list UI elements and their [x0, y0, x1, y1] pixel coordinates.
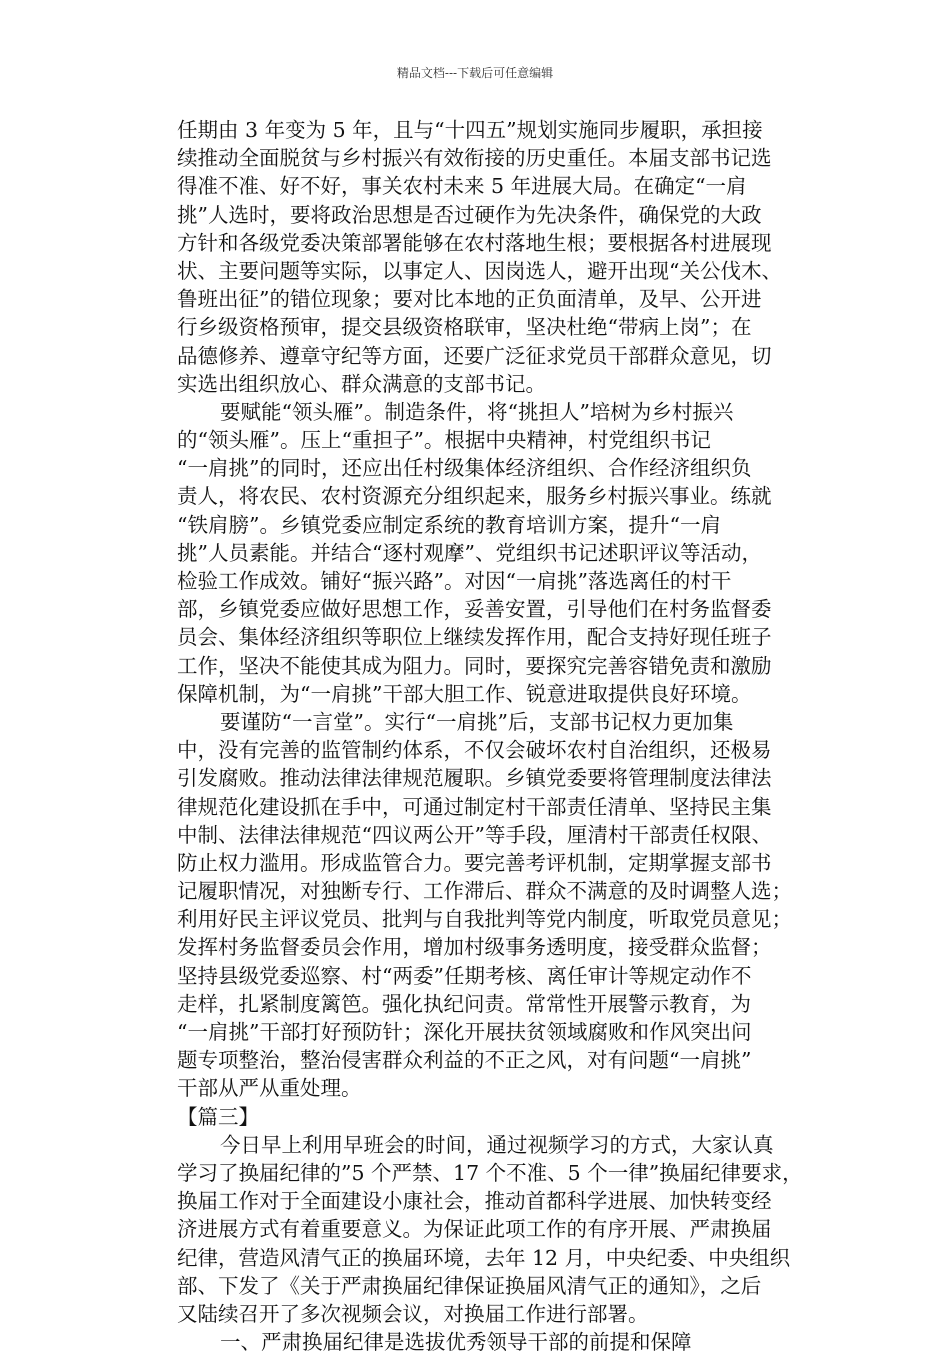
- page-header: 精品文档---下载后可任意编辑: [396, 66, 554, 80]
- text-line: 发挥村务监督委员会作用，增加村级事务透明度，接受群众监督；: [177, 935, 772, 960]
- text-line: 要谨防“一言堂”。实行“一肩挑”后，支部书记权力更加集: [220, 709, 734, 734]
- text-line: 防止权力滥用。形成监管合力。要完善考评机制，定期掌握支部书: [177, 850, 772, 875]
- text-line: 引发腐败。推动法律法律规范履职。乡镇党委要将管理制度法律法: [177, 766, 772, 791]
- text-line: 责人，将农民、农村资源充分组织起来，服务乡村振兴事业。练就: [177, 484, 772, 509]
- text-line: 【篇三】: [177, 1104, 259, 1129]
- text-line: 状、主要问题等实际，以事定人、因岗选人，避开出现“关公伐木、: [177, 258, 782, 283]
- text-line: 利用好民主评议党员、批判与自我批判等党内制度，听取党员意见；: [177, 907, 792, 932]
- text-line: 员会、集体经济组织等职位上继续发挥作用，配合支持好现任班子: [177, 625, 772, 650]
- text-line: 换届工作对于全面建设小康社会，推动首都科学进展、加快转变经: [177, 1189, 772, 1214]
- text-line: 要赋能“领头雁”。制造条件，将“挑担人”培树为乡村振兴: [220, 399, 734, 424]
- text-line: “一肩挑”的同时，还应出任村级集体经济组织、合作经济组织负: [177, 456, 752, 481]
- text-line: 的“领头雁”。压上“重担子”。根据中央精神，村党组织书记: [177, 428, 711, 453]
- text-line: 品德修养、遵章守纪等方面，还要广泛征求党员干部群众意见，切: [177, 343, 772, 368]
- text-line: 得准不准、好不好，事关农村未来 5 年进展大局。在确定“一肩: [177, 174, 747, 199]
- text-line: 保障机制，为“一肩挑”干部大胆工作、锐意进取提供良好环境。: [177, 681, 752, 706]
- text-line: 纪律，营造风清气正的换届环境，去年 12 月，中央纪委、中央组织: [177, 1245, 791, 1270]
- text-line: 鲁班出征”的错位现象；要对比本地的正负面清单，及早、公开进: [177, 287, 762, 312]
- text-line: 律规范化建设抓在手中，可通过制定村干部责任清单、坚持民主集: [177, 794, 772, 819]
- text-line: 今日早上利用早班会的时间，通过视频学习的方式，大家认真: [220, 1132, 774, 1157]
- text-line: 中，没有完善的监管制约体系，不仅会破坏农村自治组织，还极易: [177, 738, 772, 763]
- text-line: 方针和各级党委决策部署能够在农村落地生根；要根据各村进展现: [177, 230, 772, 255]
- text-line: 挑”人选时，要将政治思想是否过硬作为先决条件，确保党的大政: [177, 202, 762, 227]
- text-line: 记履职情况，对独断专行、工作滞后、群众不满意的及时调整人选；: [177, 879, 792, 904]
- text-line: 续推动全面脱贫与乡村振兴有效衔接的历史重任。本届支部书记选: [177, 146, 772, 171]
- text-line: 挑”人员素能。并结合“逐村观摩”、党组织书记述职评议等活动，: [177, 540, 762, 565]
- text-line: 又陆续召开了多次视频会议，对换届工作进行部署。: [177, 1301, 649, 1326]
- text-line: 一、严肃换届纪律是选拔优秀领导干部的前提和保障: [220, 1330, 692, 1355]
- text-line: 实选出组织放心、群众满意的支部书记。: [177, 371, 546, 396]
- text-line: “铁肩膀”。乡镇党委应制定系统的教育培训方案，提升“一肩: [177, 512, 721, 537]
- text-line: 学习了换届纪律的”5 个严禁、17 个不准、5 个一律”换届纪律要求，: [177, 1160, 803, 1185]
- text-line: 部、下发了《关于严肃换届纪律保证换届风清气正的通知》，之后: [177, 1273, 762, 1298]
- text-line: “一肩挑”干部打好预防针；深化开展扶贫领域腐败和作风突出问: [177, 1020, 752, 1044]
- text-line: 干部从严从重处理。: [177, 1076, 362, 1101]
- text-line: 题专项整治，整治侵害群众利益的不正之风，对有问题“一肩挑”: [177, 1048, 752, 1073]
- text-line: 检验工作成效。铺好“振兴路”。对因“一肩挑”落选离任的村干: [177, 569, 732, 593]
- text-line: 中制、法律法律规范“四议两公开”等手段，厘清村干部责任权限、: [177, 822, 772, 847]
- text-line: 部，乡镇党委应做好思想工作，妥善安置，引导他们在村务监督委: [177, 597, 772, 622]
- text-line: 坚持县级党委巡察、村“两委”任期考核、离任审计等规定动作不: [177, 963, 752, 988]
- text-line: 工作，坚决不能使其成为阻力。同时，要探究完善容错免责和激励: [177, 653, 772, 678]
- document-body: [177, 116, 827, 1356]
- text-line: 行乡级资格预审，提交县级资格联审，坚决杜绝“带病上岗”；在: [177, 315, 752, 340]
- text-line: 济进展方式有着重要意义。为保证此项工作的有序开展、严肃换届: [177, 1217, 772, 1242]
- text-line: 走样，扎紧制度篱笆。强化执纪问责。常常性开展警示教育，为: [177, 991, 751, 1016]
- text-line: 任期由 3 年变为 5 年，且与“十四五”规划实施同步履职，承担接: [177, 118, 763, 142]
